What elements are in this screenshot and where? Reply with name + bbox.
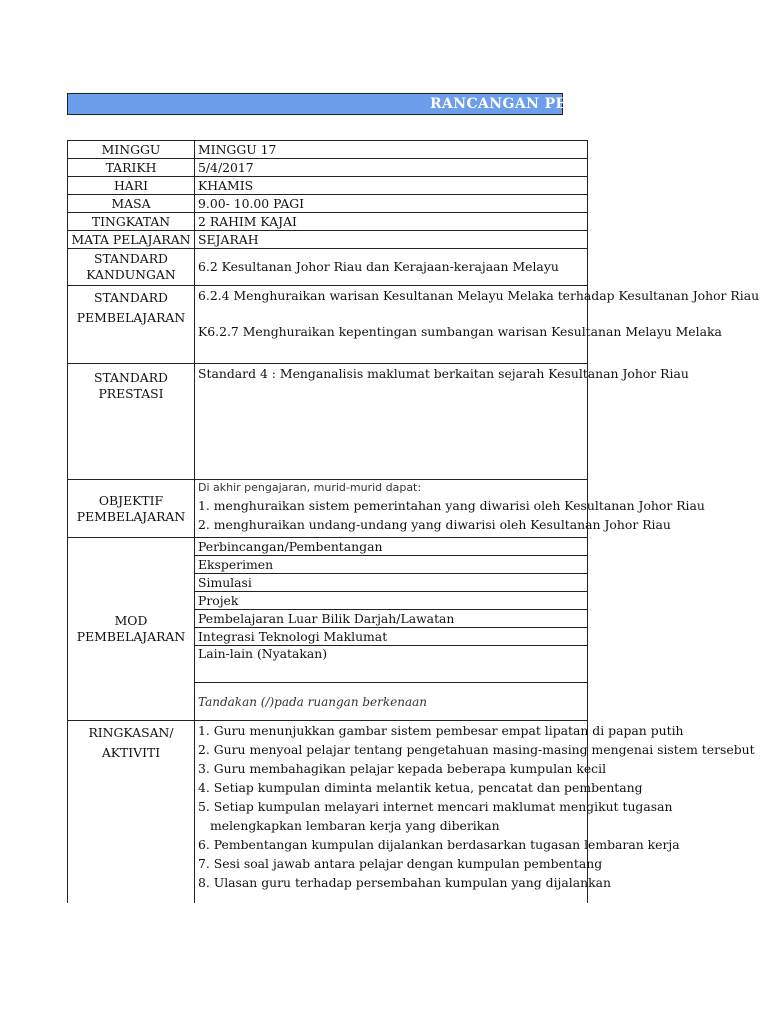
label-tarikh: TARIKH: [68, 159, 195, 177]
label-ringkasan: RINGKASAN/ AKTIVITI: [68, 721, 195, 903]
mod-option-luar-bilik[interactable]: Pembelajaran Luar Bilik Darjah/Lawatan: [195, 610, 588, 628]
label-mod-pembelajaran: MOD PEMBELAJARAN: [68, 538, 195, 721]
value-standard-pembelajaran[interactable]: [195, 286, 760, 364]
label-standard-pembelajaran: STANDARD PEMBELAJARAN: [68, 286, 195, 364]
lesson-plan-sheet: [67, 140, 760, 916]
row-tingkatan: [68, 213, 588, 231]
value-objektif[interactable]: [195, 480, 705, 538]
value-minggu[interactable]: MINGGU 17: [195, 141, 588, 159]
aktiviti-item: 2. Guru menyoal pelajar tentang pengetahuan masing-masing mengenai sistem tersebut: [198, 742, 755, 757]
sp-line-1: 6.2.4 Menghuraikan warisan Kesultanan Melayu Melaka terhadap Kesultanan Johor Riau: [198, 288, 760, 303]
mod-option-projek[interactable]: Projek: [195, 592, 588, 610]
lesson-plan-table: [67, 140, 760, 903]
value-tarikh[interactable]: 5/4/2017: [195, 159, 588, 177]
mod-note: [195, 683, 588, 721]
value-ringkasan[interactable]: [195, 721, 755, 903]
label-tingkatan: TINGKATAN: [68, 213, 195, 231]
value-hari[interactable]: KHAMIS: [195, 177, 588, 195]
aktiviti-item: 1. Guru menunjukkan gambar sistem pembesar empat lipatan di papan putih: [198, 723, 684, 738]
value-standard-kandungan[interactable]: 6.2 Kesultanan Johor Riau dan Kerajaan-kerajaan Melayu: [195, 249, 588, 286]
value-standard-prestasi[interactable]: Standard 4 : Menganalisis maklumat berkaitan sejarah Kesultanan Johor Riau: [195, 364, 588, 480]
aktiviti-item: 3. Guru membahagikan pelajar kepada beberapa kumpulan kecil: [198, 761, 607, 776]
aktiviti-item: 8. Ulasan guru terhadap persembahan kumpulan yang dijalankan: [198, 875, 611, 890]
label-objektif: OBJEKTIF PEMBELAJARAN: [68, 480, 195, 538]
row-ringkasan: [68, 721, 588, 903]
aktiviti-item-continuation: melengkapkan lembaran kerja yang diberikan: [210, 818, 500, 833]
value-mata-pelajaran[interactable]: SEJARAH: [195, 231, 588, 249]
mod-note-text: Tandakan (/)pada ruangan berkenaan: [198, 694, 428, 709]
objektif-intro: Di akhir pengajaran, murid-murid dapat:: [198, 481, 422, 494]
row-hari: [68, 177, 588, 195]
row-standard-kandungan: [68, 249, 588, 286]
sp-line-2: K6.2.7 Menghuraikan kepentingan sumbangan warisan Kesultanan Melayu Melaka: [198, 324, 722, 339]
row-objektif: [68, 480, 588, 538]
row-minggu: [68, 141, 588, 159]
value-tingkatan[interactable]: 2 RAHIM KAJAI: [195, 213, 588, 231]
row-mata-pelajaran: [68, 231, 588, 249]
row-standard-prestasi: [68, 364, 588, 480]
row-tarikh: [68, 159, 588, 177]
title-banner: [67, 93, 732, 115]
aktiviti-item: 5. Setiap kumpulan melayari internet mencari maklumat mengikut tugasan: [198, 799, 673, 814]
objektif-item: 1. menghuraikan sistem pemerintahan yang diwarisi oleh Kesultanan Johor Riau: [198, 498, 705, 513]
objektif-item: 2. menghuraikan undang-undang yang diwarisi oleh Kesultanan Johor Riau: [198, 517, 671, 532]
mod-option-perbincangan[interactable]: Perbincangan/Pembentangan: [195, 538, 588, 556]
mod-option-simulasi[interactable]: Simulasi: [195, 574, 588, 592]
aktiviti-item: 6. Pembentangan kumpulan dijalankan berdasarkan tugasan lembaran kerja: [198, 837, 680, 852]
mod-option-eksperimen[interactable]: Eksperimen: [195, 556, 588, 574]
row-mod-option: [68, 538, 588, 556]
label-hari: HARI: [68, 177, 195, 195]
banner-title: RANCANGAN PENGAJARAN HARIAN: [430, 96, 732, 112]
row-standard-pembelajaran: [68, 286, 588, 364]
row-masa: [68, 195, 588, 213]
aktiviti-item: 4. Setiap kumpulan diminta melantik ketua, pencatat dan pembentang: [198, 780, 643, 795]
label-standard-kandungan: STANDARD KANDUNGAN: [68, 249, 195, 286]
mod-option-teknologi[interactable]: Integrasi Teknologi Maklumat: [195, 628, 588, 646]
aktiviti-item: 7. Sesi soal jawab antara pelajar dengan kumpulan pembentang: [198, 856, 603, 871]
mod-option-lain-lain[interactable]: Lain-lain (Nyatakan): [195, 646, 588, 683]
label-minggu: MINGGU: [68, 141, 195, 159]
value-masa[interactable]: 9.00- 10.00 PAGI: [195, 195, 588, 213]
label-standard-prestasi: STANDARD PRESTASI: [68, 364, 195, 480]
label-masa: MASA: [68, 195, 195, 213]
label-mata-pelajaran: MATA PELAJARAN: [68, 231, 195, 249]
